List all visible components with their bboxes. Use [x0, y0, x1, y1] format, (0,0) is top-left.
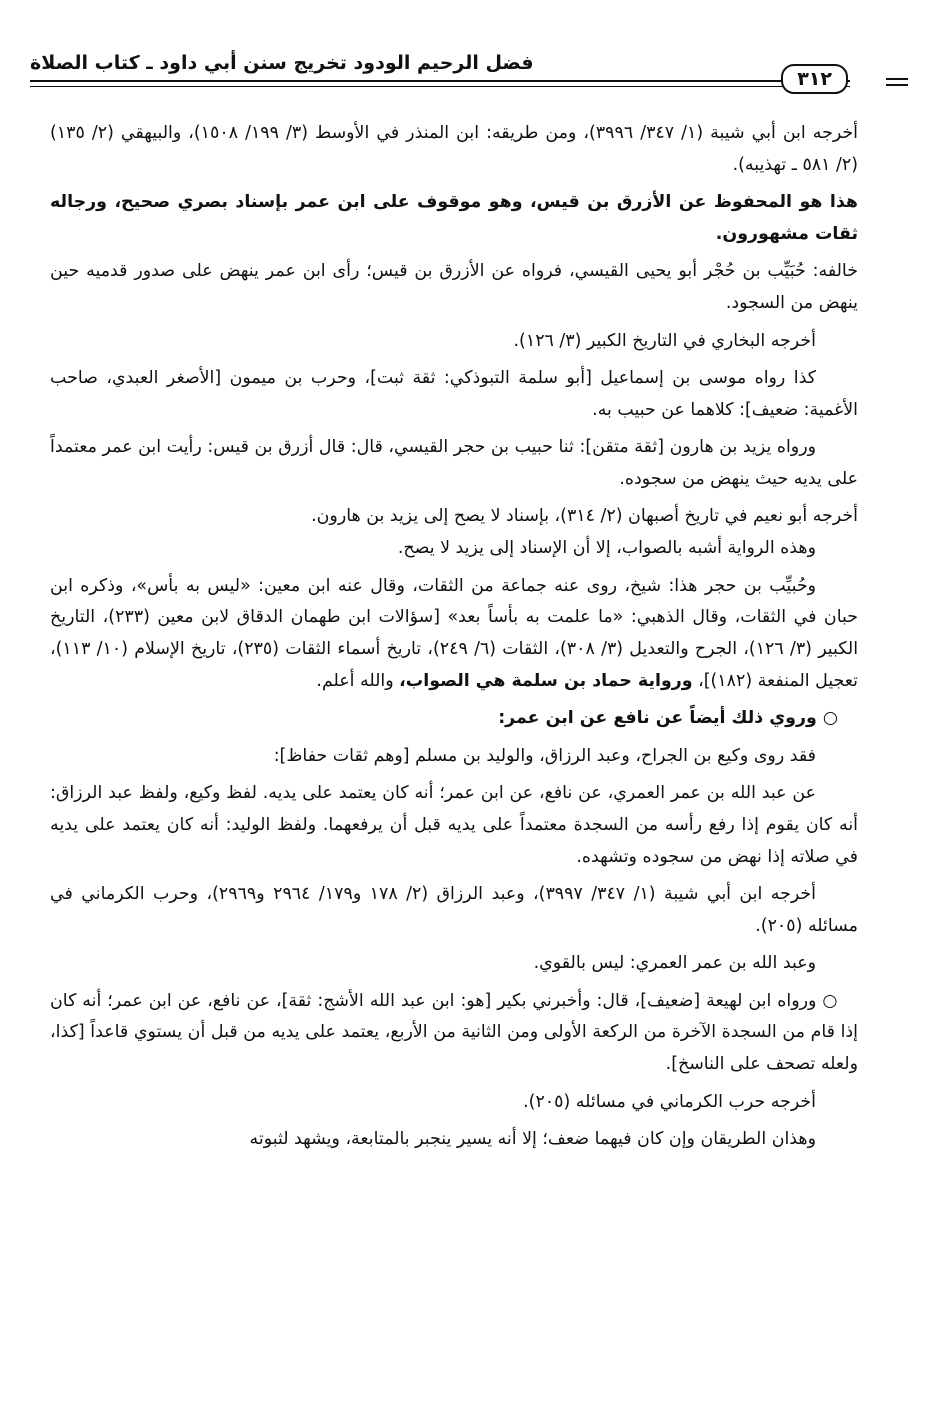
paragraph-text: أخرجه أبو نعيم في تاريخ أصبهان (٢/ ٣١٤)، بإسناد لا يصح إلى يزيد بن هارون.: [311, 506, 858, 527]
paragraph-verdict: ورواية حماد بن سلمة هي الصواب،: [399, 670, 693, 691]
header-rule: [886, 78, 908, 80]
header-rule: [886, 84, 908, 86]
paragraph-text: ورواه ابن لهيعة [ضعيف]، قال: وأخبرني بكير [هو: ابن عبد الله الأشج: ثقة]، عن نافع، عن ابن عمر؛ أنه كان إذا قام من السجدة الآخرة من الركعة الأولى ومن الثانية من الأربع، يعتمد على يديه من قبل أن يستوي قاعداً [كذا، ولعله تصحف على الناسخ].: [50, 990, 858, 1075]
section-heading: [50, 703, 858, 735]
paragraph-verdict: هذا هو المحفوظ عن الأزرق بن قيس، وهو موقوف على ابن عمر بإسناد بصري صحيح، ورجاله ثقات مشهورون.: [50, 192, 858, 244]
running-header: [30, 52, 908, 92]
paragraph: وهذان الطريقان وإن كان فيهما ضعف؛ إلا أنه يسير ينجبر بالمتابعة، ويشهد لثبوته: [249, 1129, 816, 1150]
paragraph: عن عبد الله بن عمر العمري، عن نافع، عن ابن عمر؛ أنه كان يعتمد على يديه. لفظ وكيع، ولفظ عبد الرزاق: أنه كان يقوم إذا رفع رأسه من السجدة معتمداً على يديه قبل أن يرفعهما. ولفظ الوليد: أنه كان يعتمد على يديه في صلاته إذا نهض من سجوده وتشهده.: [50, 783, 858, 867]
body-text: [50, 118, 858, 1161]
paragraph-text: وحُبيِّب بن حجر هذا: شيخ، روى عنه جماعة من الثقات، وقال عنه ابن معين: «ليس به بأس»، وذكره ابن حبان في الثقات، وقال الذهبي: «ما علمت به بأساً بعد» [سؤالات ابن طهمان الدقاق لابن معين (٢٣٣)، التاريخ الكبير (٣/ ١٢٦)، الجرح والتعديل (٣/ ٣٠٨)، الثقات (٦/ ٢٤٩)، تاريخ أسماء الثقات (٢٣٥)، تاريخ الإسلام (١٠/ ١١٣)، تعجيل المنفعة (١٨٢)]،: [50, 575, 859, 691]
paragraph: ورواه يزيد بن هارون [ثقة متقن]: ثنا حبيب بن حجر القيسي، قال: قال أزرق بن قيس: رأيت ابن عمر معتمداً على يديه حيث ينهض من سجوده.: [50, 437, 858, 489]
paragraph: فقد روى وكيع بن الجراح، وعبد الرزاق، والوليد بن مسلم [وهم ثقات حفاظ]:: [273, 745, 816, 766]
page-number: ٣١٢: [781, 64, 848, 94]
paragraph-text: والله أعلم.: [316, 670, 394, 691]
paragraph: خالفه: حُبَيِّب بن حُجْر أبو يحيى القيسي، فرواه عن الأزرق بن قيس؛ رأى ابن عمر ينهض على صدور قدميه حين ينهض من السجود.: [50, 261, 858, 314]
circle-bullet-icon: ○: [822, 990, 838, 1011]
paragraph: أخرجه ابن أبي شيبة (١/ ٣٤٧/ ٣٩٩٦)، ومن طريقه: ابن المنذر في الأوسط (٣/ ١٩٩/ ١٥٠٨)، والبيهقي (٢/ ١٣٥) (٢/ ٥٨١ ـ تهذيبه).: [50, 123, 859, 175]
paragraph: أخرجه ابن أبي شيبة (١/ ٣٤٧/ ٣٩٩٧)، وعبد الرزاق (٢/ ١٧٨ و١٧٩/ ٢٩٦٤ و٢٩٦٩)، وحرب الكرماني في مسائله (٢٠٥).: [50, 884, 858, 936]
paragraph: [50, 571, 858, 698]
paragraph: وهذه الرواية أشبه بالصواب، إلا أن الإسناد إلى يزيد لا يصح.: [397, 538, 816, 559]
header-rule: [30, 86, 850, 87]
section-heading-text: وروي ذلك أيضاً عن نافع عن ابن عمر:: [498, 708, 817, 729]
paragraph: كذا رواه موسى بن إسماعيل [أبو سلمة التبوذكي: ثقة ثبت]، وحرب بن ميمون [الأصغر العبدي، صاحب الأغمية: ضعيف]: كلاهما عن حبيب به.: [50, 367, 858, 420]
paragraph: [50, 986, 858, 1081]
paragraph: أخرجه حرب الكرماني في مسائله (٢٠٥).: [523, 1091, 816, 1112]
paragraph: [50, 501, 858, 533]
circle-bullet-icon: ○: [822, 708, 838, 729]
header-title: فضل الرحيم الودود تخريج سنن أبي داود ـ كتاب الصلاة: [30, 52, 534, 74]
header-rule: [30, 80, 850, 82]
paragraph: أخرجه البخاري في التاريخ الكبير (٣/ ١٢٦).: [513, 330, 816, 351]
paragraph: وعبد الله بن عمر العمري: ليس بالقوي.: [533, 953, 816, 974]
